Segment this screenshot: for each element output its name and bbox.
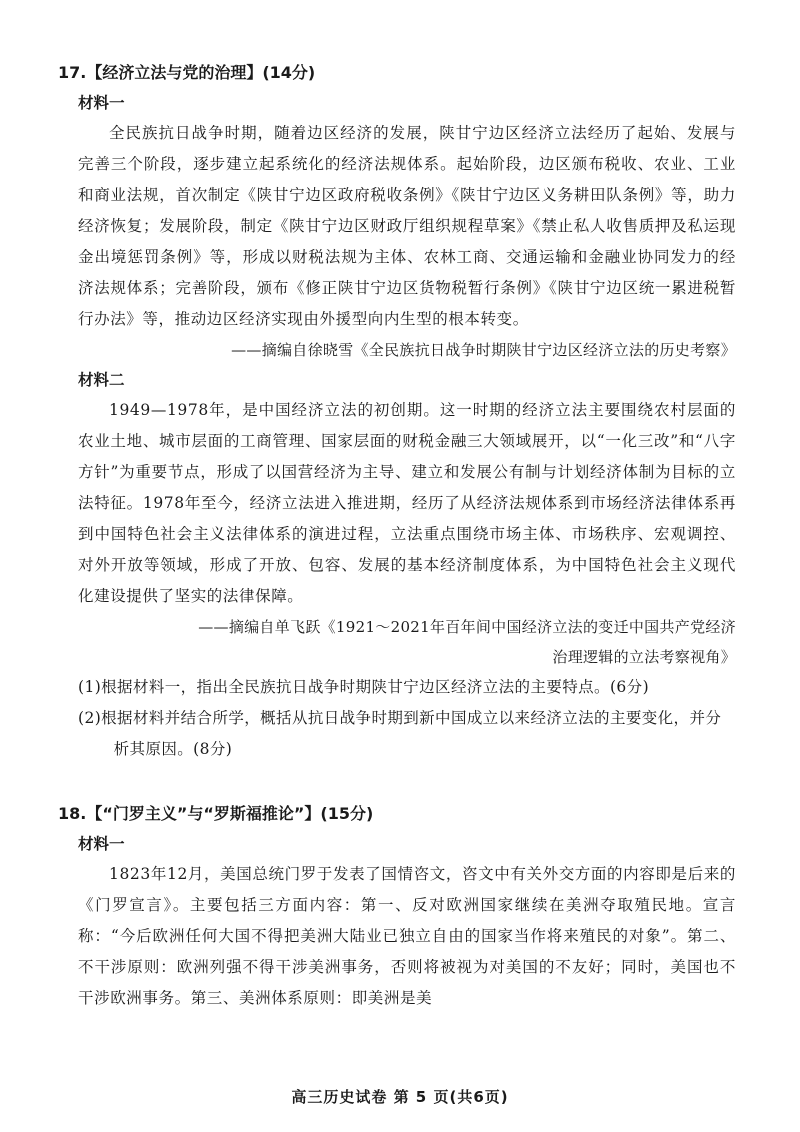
q17-material-1-text: 全民族抗日战争时期，随着边区经济的发展，陕甘宁边区经济立法经历了起始、发展与完善三个阶段，逐步建立起系统化的经济法规体系。起始阶段，边区颁布税收、农业、工业和商业法规，首次制定《陕甘宁边区政府税收条例》《陕甘宁边区义务耕田队条例》等，助力经济恢复；发展阶段，制定《陕甘宁边区财政厅组织规程草案》《禁止私人收售质押及私运现金出境惩罚条例》等，形成以财税法规为主体、农林工商、交通运输和金融业协同发力的经济法规体系；完善阶段，颁布《修正陕甘宁边区货物税暂行条例》《陕甘宁边区统一累进税暂行办法》等，推动边区经济实现由外援型向内生型的根本转变。: [78, 124, 736, 328]
q17-material-2-text: 1949—1978年，是中国经济立法的初创期。这一时期的经济立法主要围绕农村层面的农业土地、城市层面的工商管理、国家层面的财税金融三大领域展开，以“一化三改”和“八字方针”为重要节点，形成了以国营经济为主导、建立和发展公有制与计划经济体制为目标的立法特征。1978年至今，经济立法进入推进期，经历了从经济法规体系到市场经济法律体系再到中国特色社会主义法律体系的演进过程，立法重点围绕市场主体、市场秩序、宏观调控、对外开放等领域，形成了开放、包容、发展的基本经济制度体系，为中国特色社会主义现代化建设提供了坚实的法律保障。: [78, 401, 736, 605]
q17-material-2-source-line2: 治理逻辑的立法考察视角》: [552, 648, 736, 666]
q17-subquestion-1: (1)根据材料一，指出全民族抗日战争时期陕甘宁边区经济立法的主要特点。(6分): [78, 678, 650, 696]
q18-material-1-label: 材料一: [78, 835, 125, 853]
q17-subquestion-2: (2)根据材料并结合所学，概括从抗日战争时期到新中国成立以来经济立法的主要变化，并分析其原因。(8分): [78, 709, 722, 758]
q17-material-2-source-line1: ——摘编自单飞跃《1921～2021年百年间中国经济立法的变迁中国共产党经济: [198, 618, 736, 636]
q17-material-2-source: [64, 612, 736, 672]
question-17-title: 17.【经济立法与党的治理】(14分): [58, 63, 316, 82]
q18-material-1-text: 1823年12月，美国总统门罗于发表了国情咨文，咨文中有关外交方面的内容即是后来的《门罗宣言》。主要包括三方面内容：第一、反对欧洲国家继续在美洲夺取殖民地。宣言称：“今后欧洲任何大国不得把美洲大陆业已独立自由的国家当作将来殖民的对象”。第二、不干涉原则：欧洲列强不得干涉美洲事务，否则将被视为对美国的不友好；同时，美国也不干涉欧洲事务。第三、美洲体系原则：即美洲是美: [78, 865, 736, 1007]
q17-material-2-label: 材料二: [78, 371, 125, 389]
q17-material-1-source: ——摘编自徐晓雪《全民族抗日战争时期陕甘宁边区经济立法的历史考察》: [231, 341, 736, 359]
page-footer: 高三历史试卷 第 5 页(共6页): [291, 1088, 509, 1106]
question-18-title: 18.【“门罗主义”与“罗斯福推论”】(15分): [58, 804, 374, 823]
q17-material-1-label: 材料一: [78, 94, 125, 112]
